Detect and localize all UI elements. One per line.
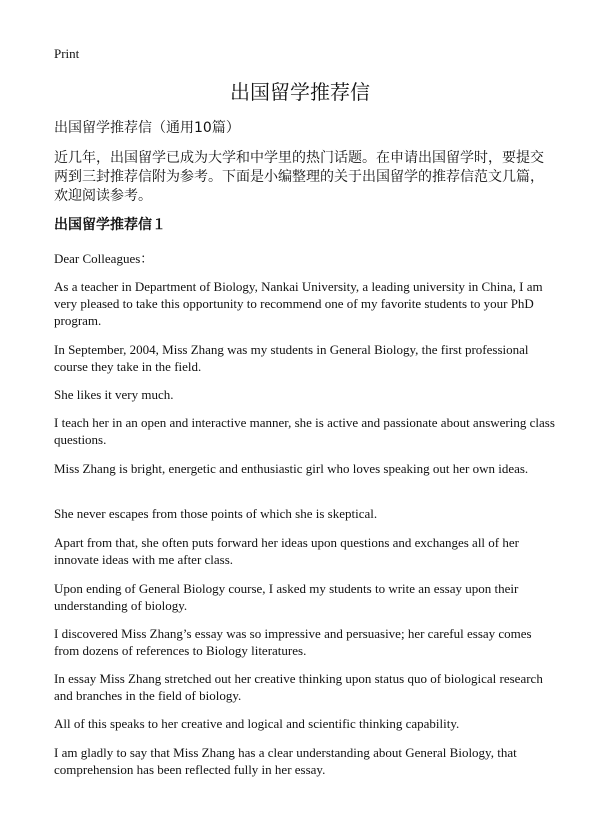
section-heading: 出国留学推荐信１ [54,217,166,233]
intro-paragraph: 近几年，出国留学已成为大学和中学里的热门话题。在申请出国留学时，要提交两到三封推荐信附为参考。下面是小编整理的关于出国留学的推荐信范文几篇，欢迎阅读参考。 [54,150,544,204]
letter-paragraph-6: She never escapes from those points of which she is skeptical. [54,506,378,521]
letter-paragraph-12: I am gladly to say that Miss Zhang has a clear understanding about General Biology, that comprehension has been reflected fully in her essay. [54,745,517,777]
letter-paragraph-7: Apart from that, she often puts forward her ideas upon questions and exchanges all of her innovate ideas with me after class. [54,535,519,567]
letter-paragraph-11: All of this speaks to her creative and logical and scientific thinking capability. [54,716,460,731]
letter-paragraph-8: Upon ending of General Biology course, I asked my students to write an essay upon their understanding of biology. [54,581,519,613]
letter-paragraph-1: As a teacher in Department of Biology, Nankai University, a leading university in China, I am very pleased to take this opportunity to recommend one of my favorite students to your PhD program. [54,279,543,328]
letter-paragraph-9: I discovered Miss Zhang’s essay was so impressive and persuasive; her careful essay comes from dozens of references to Biology literatures. [54,626,532,658]
letter-paragraph-3: She likes it very much. [54,387,174,402]
document-title: 出国留学推荐信 [230,80,370,104]
letter-paragraph-2: In September, 2004, Miss Zhang was my students in General Biology, the first professional course they take in the field. [54,342,529,374]
letter-salutation: Dear Colleagues： [54,251,154,266]
letter-paragraph-4: I teach her in an open and interactive manner, she is active and passionate about answering class questions. [54,415,555,447]
letter-paragraph-10: In essay Miss Zhang stretched out her creative thinking upon status quo of biological research and branches in the field of biology. [54,671,543,703]
letter-paragraph-5: Miss Zhang is bright, energetic and enthusiastic girl who loves speaking out her own ideas. [54,461,529,476]
print-link[interactable]: Print [54,46,80,61]
document-subtitle: 出国留学推荐信（通用10篇） [54,120,240,136]
